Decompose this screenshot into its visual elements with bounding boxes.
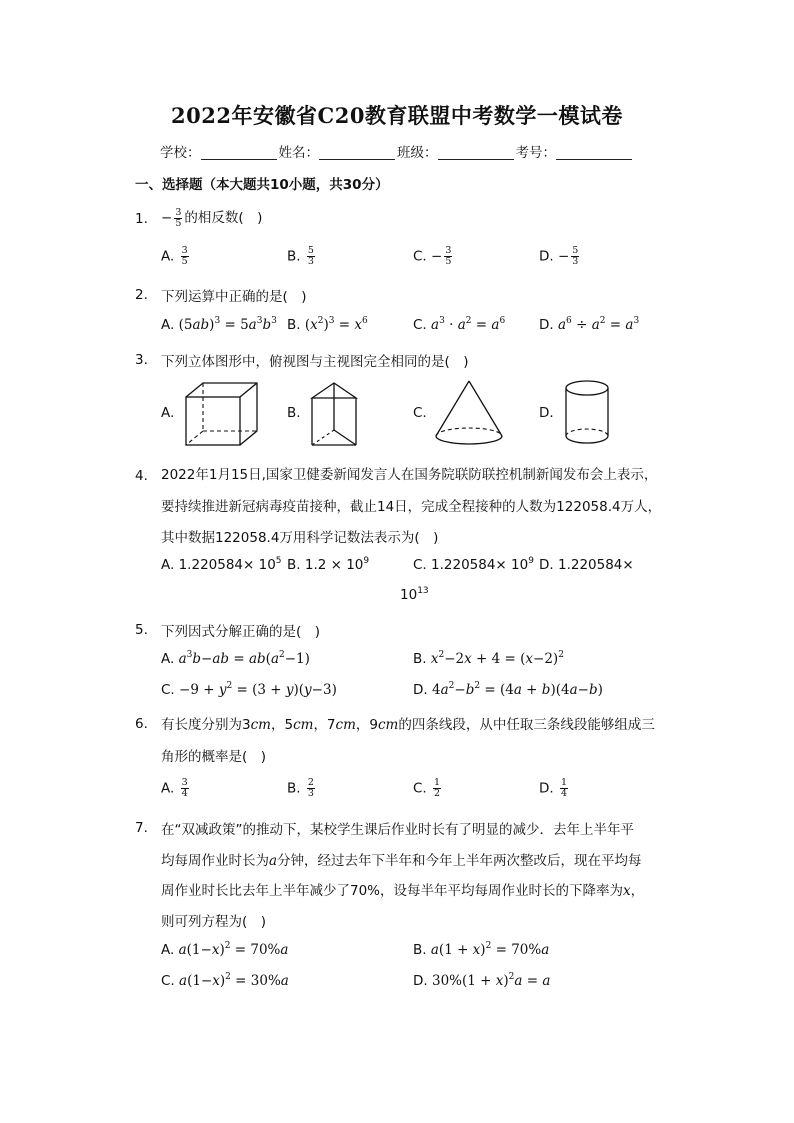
option-c[interactable]: C. $\frac{1}{2}$ bbox=[413, 777, 441, 799]
question-number: 5. bbox=[135, 622, 148, 638]
question-4-line: 2022年1月15日,国家卫健委新闻发言人在国务院联防联控机制新闻发布会上表示， bbox=[161, 467, 658, 483]
school-label: 学校： bbox=[160, 145, 201, 161]
question-number: 6. bbox=[135, 716, 148, 732]
option-d-continued[interactable]: $10^{13}$ bbox=[400, 586, 429, 603]
name-blank[interactable] bbox=[319, 145, 395, 160]
option-d[interactable]: D. 1.220584× bbox=[539, 557, 634, 573]
option-a[interactable]: A. $\frac{3}{4}$ bbox=[161, 777, 188, 799]
option-a[interactable]: A. $(5ab)^3 = 5a^3b^3$ bbox=[161, 316, 277, 333]
question-6-line: 有长度分别为3cm，5cm，7cm，9cm的四条线段，从中任取三条线段能够组成三 bbox=[161, 717, 655, 733]
triangular-prism-figure[interactable] bbox=[308, 380, 360, 448]
class-label: 班级： bbox=[397, 145, 438, 161]
option-c[interactable]: C. $a^3 \cdot a^2 = a^6$ bbox=[413, 316, 506, 333]
option-b[interactable]: B. $(x^2)^3 = x^6$ bbox=[287, 316, 368, 333]
question-7-line: 周作业时长比去年上半年减少了70%，设每半年平均每周作业时长的下降率为x， bbox=[161, 883, 645, 899]
option-b[interactable]: B. $a(1 + x)^2 = 70\%a$ bbox=[413, 941, 550, 958]
name-label: 姓名： bbox=[278, 145, 319, 161]
option-b[interactable]: B. $x^2-2x + 4 = (x-2)^2$ bbox=[413, 650, 564, 667]
question-6-line: 角形的概率是( ) bbox=[161, 749, 267, 765]
option-c[interactable]: C. $-9 + y^2 = (3 + y)(y-3)$ bbox=[161, 681, 337, 698]
option-c[interactable]: C. $1.220584\times 10^9$ bbox=[413, 556, 534, 573]
cone-figure[interactable] bbox=[433, 378, 505, 448]
exam-no-blank[interactable] bbox=[556, 145, 632, 160]
option-c-label[interactable]: C. bbox=[413, 405, 427, 421]
question-number: 4. bbox=[135, 468, 148, 484]
class-blank[interactable] bbox=[438, 145, 514, 160]
question-7-line: 则可列方程为( ) bbox=[161, 914, 267, 930]
option-d[interactable]: D. $a^6 \div a^2 = a^3$ bbox=[539, 316, 640, 333]
question-1-stem: − $\frac{3}{5}$ 的相反数( ) bbox=[161, 206, 263, 229]
question-2-stem: 下列运算中正确的是( ) bbox=[161, 289, 307, 305]
question-7-line: 均每周作业时长为a分钟，经过去年下半年和今年上半年两次整改后，现在平均每 bbox=[161, 853, 642, 869]
option-d[interactable]: D. $\frac{1}{4}$ bbox=[539, 777, 568, 799]
cylinder-figure[interactable] bbox=[562, 378, 612, 448]
question-number: 1. bbox=[135, 211, 148, 227]
question-number: 7. bbox=[135, 820, 148, 836]
section-heading: 一、选择题（本大题共10小题，共30分） bbox=[135, 177, 389, 193]
question-3-stem: 下列立体图形中，俯视图与主视图完全相同的是( ) bbox=[161, 354, 469, 370]
question-5-stem: 下列因式分解正确的是( ) bbox=[161, 624, 321, 640]
option-a[interactable]: A. $a(1-x)^2 = 70\%a$ bbox=[161, 941, 289, 958]
exam-title: 2022年安徽省C20教育联盟中考数学一模试卷 bbox=[171, 103, 623, 128]
option-b[interactable]: B. $1.2 \times 10^9$ bbox=[287, 556, 370, 573]
option-b[interactable]: B. $\frac{2}{3}$ bbox=[287, 777, 314, 799]
option-a[interactable]: A. $1.220584\times 10^5$ bbox=[161, 556, 282, 573]
question-7-line: 在“双减政策”的推动下，某校学生课后作业时长有了明显的减少．去年上半年平 bbox=[161, 822, 634, 838]
option-d[interactable]: D. $4a^2-b^2 = (4a + b)(4a-b)$ bbox=[413, 681, 603, 698]
option-a[interactable]: A. $a^3b-ab = ab(a^2-1)$ bbox=[161, 650, 310, 667]
option-d-label[interactable]: D. bbox=[539, 405, 554, 421]
option-b-label[interactable]: B. bbox=[287, 405, 301, 421]
option-a-label[interactable]: A. bbox=[161, 405, 175, 421]
school-blank[interactable] bbox=[201, 145, 277, 160]
question-4-line: 要持续推进新冠病毒疫苗接种，截止14日，完成全程接种的人数为122058.4万人， bbox=[161, 499, 662, 515]
question-number: 2. bbox=[135, 287, 148, 303]
option-c[interactable]: C. $a(1-x)^2 = 30\%a$ bbox=[161, 972, 289, 989]
option-a[interactable]: A. $\frac{3}{5}$ bbox=[161, 245, 188, 267]
option-d[interactable]: D. − $\frac{5}{3}$ bbox=[539, 245, 579, 267]
question-number: 3. bbox=[135, 352, 148, 368]
cube-figure[interactable] bbox=[183, 380, 259, 448]
option-d[interactable]: D. $30\%(1 + x)^2a = a$ bbox=[413, 972, 551, 989]
exam-no-label: 考号： bbox=[515, 145, 556, 161]
option-b[interactable]: B. $\frac{5}{3}$ bbox=[287, 245, 314, 267]
question-4-line: 其中数据122058.4万用科学记数法表示为( ) bbox=[161, 530, 439, 546]
option-c[interactable]: C. − $\frac{3}{5}$ bbox=[413, 245, 452, 267]
student-info-line bbox=[160, 141, 634, 161]
